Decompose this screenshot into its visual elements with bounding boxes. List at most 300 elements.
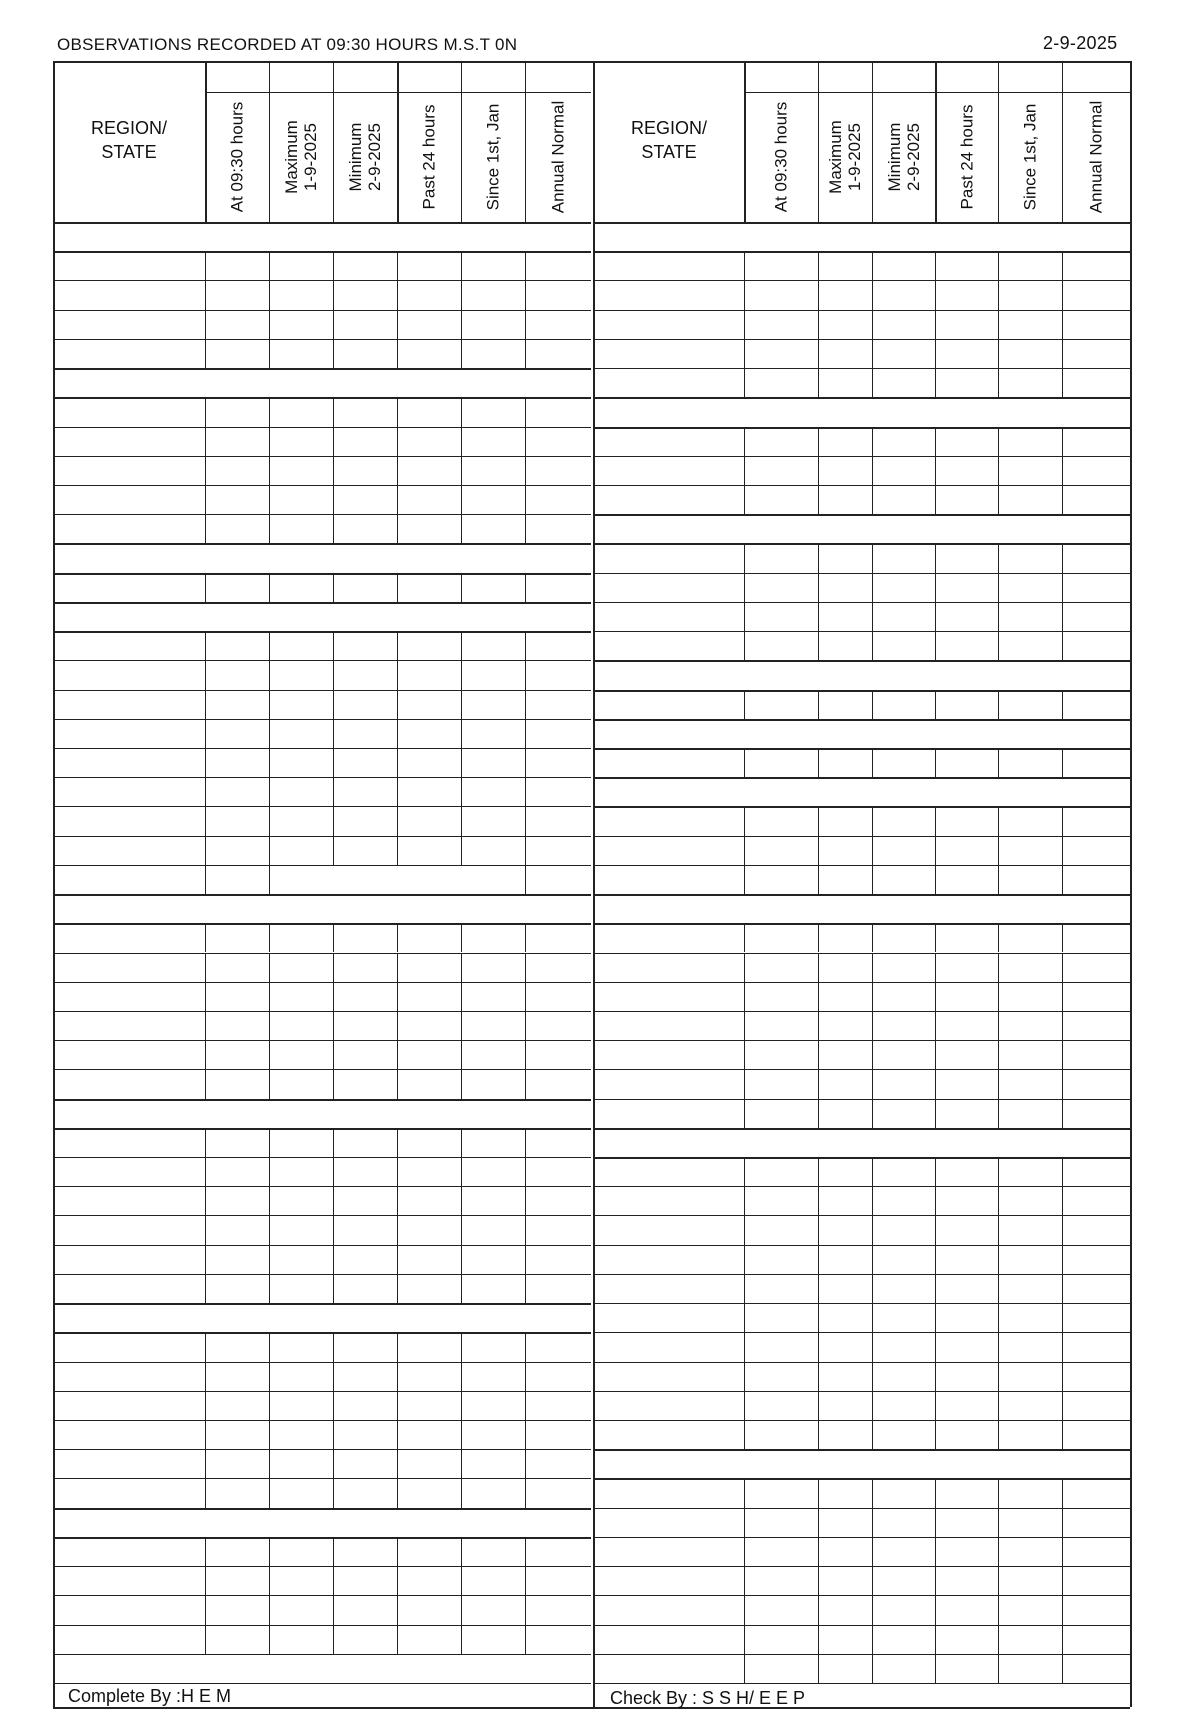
column-rule	[1062, 1040, 1063, 1069]
column-rule	[333, 1420, 334, 1449]
column-rule	[269, 1625, 270, 1654]
column-rule	[461, 690, 462, 719]
column-rule	[818, 1420, 819, 1449]
column-rule	[333, 836, 334, 865]
column-rule	[269, 690, 270, 719]
rule-line	[53, 222, 591, 224]
column-rule	[205, 777, 206, 806]
rule-line	[594, 1537, 1130, 1538]
column-rule	[461, 61, 462, 222]
column-rule	[818, 1099, 819, 1128]
column-rule	[1062, 456, 1063, 485]
column-rule	[269, 456, 270, 485]
column-rule	[333, 1537, 334, 1566]
rule-line	[594, 1040, 1130, 1041]
column-header-3	[346, 123, 384, 192]
column-rule	[872, 1040, 873, 1069]
column-rule	[744, 1245, 745, 1274]
column-rule	[818, 806, 819, 835]
column-rule	[397, 1478, 398, 1507]
column-rule	[818, 1215, 819, 1244]
column-rule	[269, 1537, 270, 1566]
rule-line	[53, 61, 1130, 63]
column-rule	[461, 1157, 462, 1186]
column-rule	[818, 1362, 819, 1391]
column-rule	[461, 1625, 462, 1654]
column-rule	[935, 982, 936, 1011]
column-rule	[998, 923, 999, 952]
column-rule	[1062, 1391, 1063, 1420]
column-rule	[998, 251, 999, 280]
column-rule	[998, 1245, 999, 1274]
rule-line	[594, 1245, 1130, 1246]
column-rule	[205, 339, 206, 368]
column-rule	[461, 748, 462, 777]
column-rule	[205, 1537, 206, 1566]
column-rule	[935, 61, 937, 222]
column-rule	[397, 573, 398, 602]
column-rule	[205, 806, 206, 835]
column-rule	[872, 602, 873, 631]
column-rule	[872, 1274, 873, 1303]
column-rule	[935, 310, 936, 339]
column-rule	[998, 1215, 999, 1244]
column-rule	[397, 1215, 398, 1244]
column-rule	[872, 1566, 873, 1595]
column-rule	[333, 1069, 334, 1098]
column-rule	[461, 251, 462, 280]
column-rule	[269, 836, 270, 865]
column-rule	[525, 485, 526, 514]
column-rule	[998, 602, 999, 631]
region-header: REGION/ STATE	[630, 118, 707, 162]
column-rule	[872, 1215, 873, 1244]
column-rule	[205, 1332, 206, 1361]
column-rule	[333, 573, 334, 602]
column-rule	[333, 251, 334, 280]
column-rule	[872, 690, 873, 719]
column-rule	[525, 1011, 526, 1040]
column-rule	[269, 280, 270, 309]
column-rule	[333, 485, 334, 514]
rule-line	[594, 953, 1130, 954]
report-date: 2-9-2025	[1043, 33, 1118, 53]
column-rule	[818, 1566, 819, 1595]
column-rule	[461, 953, 462, 982]
column-rule	[998, 1332, 999, 1361]
rule-line	[53, 397, 591, 399]
column-rule	[744, 1566, 745, 1595]
column-rule	[397, 397, 398, 426]
rule-line	[594, 1449, 1130, 1451]
column-rule	[205, 1449, 206, 1478]
column-rule	[818, 456, 819, 485]
column-rule	[1062, 1303, 1063, 1332]
column-rule	[397, 1274, 398, 1303]
column-rule	[397, 923, 398, 952]
column-header-text: Maximum	[282, 120, 301, 194]
column-rule	[744, 806, 745, 835]
rule-line	[53, 1245, 591, 1246]
column-rule	[269, 1391, 270, 1420]
rule-line	[594, 1215, 1130, 1216]
rule-line	[594, 777, 1130, 779]
column-rule	[397, 1332, 398, 1361]
column-rule	[935, 1420, 936, 1449]
column-rule	[935, 1537, 936, 1566]
column-rule	[744, 1537, 745, 1566]
column-rule	[1062, 1625, 1063, 1654]
column-rule	[397, 61, 399, 222]
column-rule	[744, 251, 745, 280]
column-header-text: Since 1st, Jan	[483, 103, 503, 211]
rule-line	[594, 1654, 1130, 1655]
column-rule	[744, 1332, 745, 1361]
column-rule	[461, 1245, 462, 1274]
column-rule	[935, 1478, 936, 1507]
column-rule	[205, 1245, 206, 1274]
column-rule	[525, 1391, 526, 1420]
column-rule	[461, 1595, 462, 1624]
column-header-text: Since 1st, Jan	[1020, 103, 1040, 211]
rule-line	[53, 806, 591, 807]
column-rule	[397, 1595, 398, 1624]
column-rule	[872, 631, 873, 660]
column-header-4	[957, 105, 976, 210]
column-rule	[872, 1478, 873, 1507]
rule-line	[594, 543, 1130, 545]
column-rule	[872, 573, 873, 602]
column-rule	[205, 1069, 206, 1098]
column-rule	[205, 251, 206, 280]
column-rule	[818, 573, 819, 602]
column-rule	[872, 923, 873, 952]
column-rule	[872, 251, 873, 280]
column-rule	[998, 1654, 999, 1683]
column-rule	[397, 1186, 398, 1215]
column-rule	[525, 1566, 526, 1595]
column-rule	[935, 1362, 936, 1391]
column-rule	[818, 1595, 819, 1624]
column-rule	[998, 1186, 999, 1215]
column-rule	[818, 1186, 819, 1215]
rule-line	[594, 456, 1130, 457]
column-rule	[818, 61, 819, 222]
column-rule	[461, 660, 462, 689]
column-rule	[818, 1040, 819, 1069]
column-rule	[269, 719, 270, 748]
column-rule	[935, 427, 936, 456]
column-header-2	[282, 120, 320, 194]
column-rule	[818, 339, 819, 368]
column-rule	[269, 777, 270, 806]
rule-line	[53, 923, 591, 925]
column-rule	[1062, 836, 1063, 865]
column-rule	[205, 1011, 206, 1040]
column-rule	[1062, 953, 1063, 982]
column-rule	[525, 1537, 526, 1566]
column-rule	[935, 1625, 936, 1654]
column-rule	[205, 836, 206, 865]
rule-line	[53, 1362, 591, 1363]
column-rule	[935, 690, 936, 719]
column-rule	[205, 1566, 206, 1595]
column-rule	[525, 1449, 526, 1478]
column-rule	[818, 1303, 819, 1332]
column-rule	[525, 719, 526, 748]
column-rule	[998, 865, 999, 894]
rule-line	[53, 1566, 591, 1567]
column-rule	[744, 339, 745, 368]
column-rule	[461, 1274, 462, 1303]
column-rule	[397, 485, 398, 514]
column-rule	[818, 1157, 819, 1186]
column-rule	[205, 1362, 206, 1391]
column-rule	[744, 1595, 745, 1624]
column-rule	[269, 1011, 270, 1040]
column-rule	[935, 368, 936, 397]
column-rule	[1062, 1420, 1063, 1449]
rule-line	[53, 310, 591, 311]
column-rule	[269, 514, 270, 543]
column-rule	[1062, 310, 1063, 339]
column-rule	[744, 1186, 745, 1215]
rule-line	[594, 1332, 1130, 1333]
column-rule	[205, 865, 206, 894]
column-rule	[818, 368, 819, 397]
column-rule	[269, 251, 270, 280]
column-rule	[998, 1274, 999, 1303]
column-rule	[333, 1245, 334, 1274]
column-rule	[525, 1040, 526, 1069]
column-rule	[998, 806, 999, 835]
column-rule	[998, 280, 999, 309]
column-header-text: Minimum	[884, 122, 904, 192]
column-rule	[397, 690, 398, 719]
column-header-text: 2-9-2025	[365, 122, 384, 192]
column-rule	[333, 310, 334, 339]
rule-line	[594, 251, 1130, 253]
column-header-text: Annual Normal	[548, 100, 568, 214]
column-rule	[872, 1303, 873, 1332]
column-rule	[998, 573, 999, 602]
column-rule	[818, 865, 819, 894]
column-header-text: Minimum	[346, 122, 365, 192]
column-rule	[1062, 1478, 1063, 1507]
column-rule	[1062, 1508, 1063, 1537]
column-rule	[525, 1186, 526, 1215]
column-rule	[461, 806, 462, 835]
column-rule	[205, 660, 206, 689]
column-header-4	[420, 105, 439, 210]
column-rule	[1062, 1245, 1063, 1274]
column-rule	[935, 1391, 936, 1420]
column-rule	[998, 1566, 999, 1595]
column-rule	[872, 427, 873, 456]
column-rule	[525, 923, 526, 952]
column-rule	[461, 397, 462, 426]
column-rule	[397, 660, 398, 689]
column-rule	[333, 280, 334, 309]
column-rule	[935, 1595, 936, 1624]
column-rule	[397, 280, 398, 309]
column-rule	[872, 310, 873, 339]
rule-line	[53, 1537, 591, 1539]
column-rule	[269, 1362, 270, 1391]
column-rule	[818, 1069, 819, 1098]
column-rule	[935, 1099, 936, 1128]
column-rule	[998, 339, 999, 368]
rule-line	[594, 1274, 1130, 1275]
column-rule	[269, 1332, 270, 1361]
column-rule	[333, 1332, 334, 1361]
column-rule	[333, 1157, 334, 1186]
column-rule	[744, 982, 745, 1011]
column-rule	[818, 602, 819, 631]
column-rule	[998, 1420, 999, 1449]
rule-line	[53, 865, 591, 866]
rule-line	[53, 1707, 1130, 1709]
column-rule	[461, 777, 462, 806]
column-rule	[269, 865, 270, 894]
rule-line	[594, 573, 1130, 574]
column-rule	[744, 1215, 745, 1244]
rule-line	[53, 1157, 591, 1158]
column-rule	[269, 748, 270, 777]
rule-line	[594, 485, 1130, 486]
column-rule	[744, 310, 745, 339]
column-rule	[998, 1362, 999, 1391]
column-rule	[525, 1157, 526, 1186]
column-rule	[935, 1566, 936, 1595]
column-rule	[935, 1508, 936, 1537]
column-rule	[461, 836, 462, 865]
rule-line	[594, 865, 1130, 866]
column-rule	[744, 1069, 745, 1098]
column-header-text: At 09:30 hours	[771, 101, 791, 213]
column-rule	[333, 1391, 334, 1420]
column-rule	[461, 456, 462, 485]
column-rule	[333, 660, 334, 689]
column-rule	[935, 1654, 936, 1683]
rule-line	[53, 1099, 591, 1101]
rule-line	[594, 1508, 1130, 1509]
column-rule	[269, 806, 270, 835]
column-rule	[872, 485, 873, 514]
column-rule	[1062, 631, 1063, 660]
column-rule	[872, 1420, 873, 1449]
column-rule	[818, 1391, 819, 1420]
rule-line	[594, 602, 1130, 603]
column-rule	[269, 310, 270, 339]
column-rule	[461, 1449, 462, 1478]
column-rule	[333, 397, 334, 426]
column-rule	[872, 1595, 873, 1624]
column-rule	[744, 543, 745, 572]
column-rule	[525, 1625, 526, 1654]
column-rule	[397, 719, 398, 748]
column-rule	[818, 690, 819, 719]
column-rule	[935, 1215, 936, 1244]
column-rule	[1062, 748, 1063, 777]
rule-line	[53, 280, 591, 281]
column-rule	[205, 485, 206, 514]
column-rule	[1062, 543, 1063, 572]
column-rule	[205, 280, 206, 309]
rule-line	[594, 1625, 1130, 1626]
column-rule	[333, 514, 334, 543]
column-rule	[935, 1245, 936, 1274]
column-header-text: 2-9-2025	[903, 122, 923, 192]
column-rule	[333, 1186, 334, 1215]
column-rule	[333, 1274, 334, 1303]
column-rule	[461, 1069, 462, 1098]
column-rule	[525, 280, 526, 309]
rule-line	[594, 631, 1130, 632]
column-rule	[998, 1069, 999, 1098]
column-rule	[1062, 427, 1063, 456]
column-rule	[205, 1420, 206, 1449]
column-rule	[998, 543, 999, 572]
column-rule	[1062, 1069, 1063, 1098]
column-rule	[872, 982, 873, 1011]
column-rule	[397, 1157, 398, 1186]
column-header-text: Annual Normal	[1086, 100, 1106, 214]
report-title: OBSERVATIONS RECORDED AT 09:30 HOURS M.S.T 0N	[57, 35, 518, 54]
column-rule	[818, 982, 819, 1011]
rule-line	[53, 631, 591, 633]
column-rule	[333, 339, 334, 368]
rule-line	[53, 690, 591, 691]
column-rule	[998, 690, 999, 719]
column-rule	[269, 1245, 270, 1274]
column-rule	[1062, 573, 1063, 602]
column-rule	[872, 1332, 873, 1361]
rule-line	[53, 427, 591, 428]
column-rule	[397, 1420, 398, 1449]
column-rule	[744, 1625, 745, 1654]
rule-line	[53, 602, 591, 604]
rule-line	[53, 514, 591, 515]
column-rule	[744, 61, 746, 222]
rule-line	[53, 1011, 591, 1012]
rule-line	[53, 1654, 591, 1655]
column-rule	[525, 1595, 526, 1624]
column-rule	[205, 1215, 206, 1244]
column-rule	[333, 719, 334, 748]
column-rule	[935, 1186, 936, 1215]
rule-line	[53, 1128, 591, 1130]
rule-line	[594, 748, 1130, 750]
column-rule	[269, 485, 270, 514]
column-rule	[461, 485, 462, 514]
column-rule	[205, 456, 206, 485]
column-rule	[269, 982, 270, 1011]
column-rule	[269, 1186, 270, 1215]
column-rule	[1062, 690, 1063, 719]
column-rule	[333, 690, 334, 719]
column-rule	[1062, 1099, 1063, 1128]
column-rule	[818, 836, 819, 865]
column-rule	[744, 631, 745, 660]
column-rule	[525, 1215, 526, 1244]
column-rule	[872, 280, 873, 309]
column-rule	[525, 514, 526, 543]
column-rule	[269, 1595, 270, 1624]
column-rule	[744, 1362, 745, 1391]
rule-line	[53, 1186, 591, 1187]
column-rule	[333, 456, 334, 485]
